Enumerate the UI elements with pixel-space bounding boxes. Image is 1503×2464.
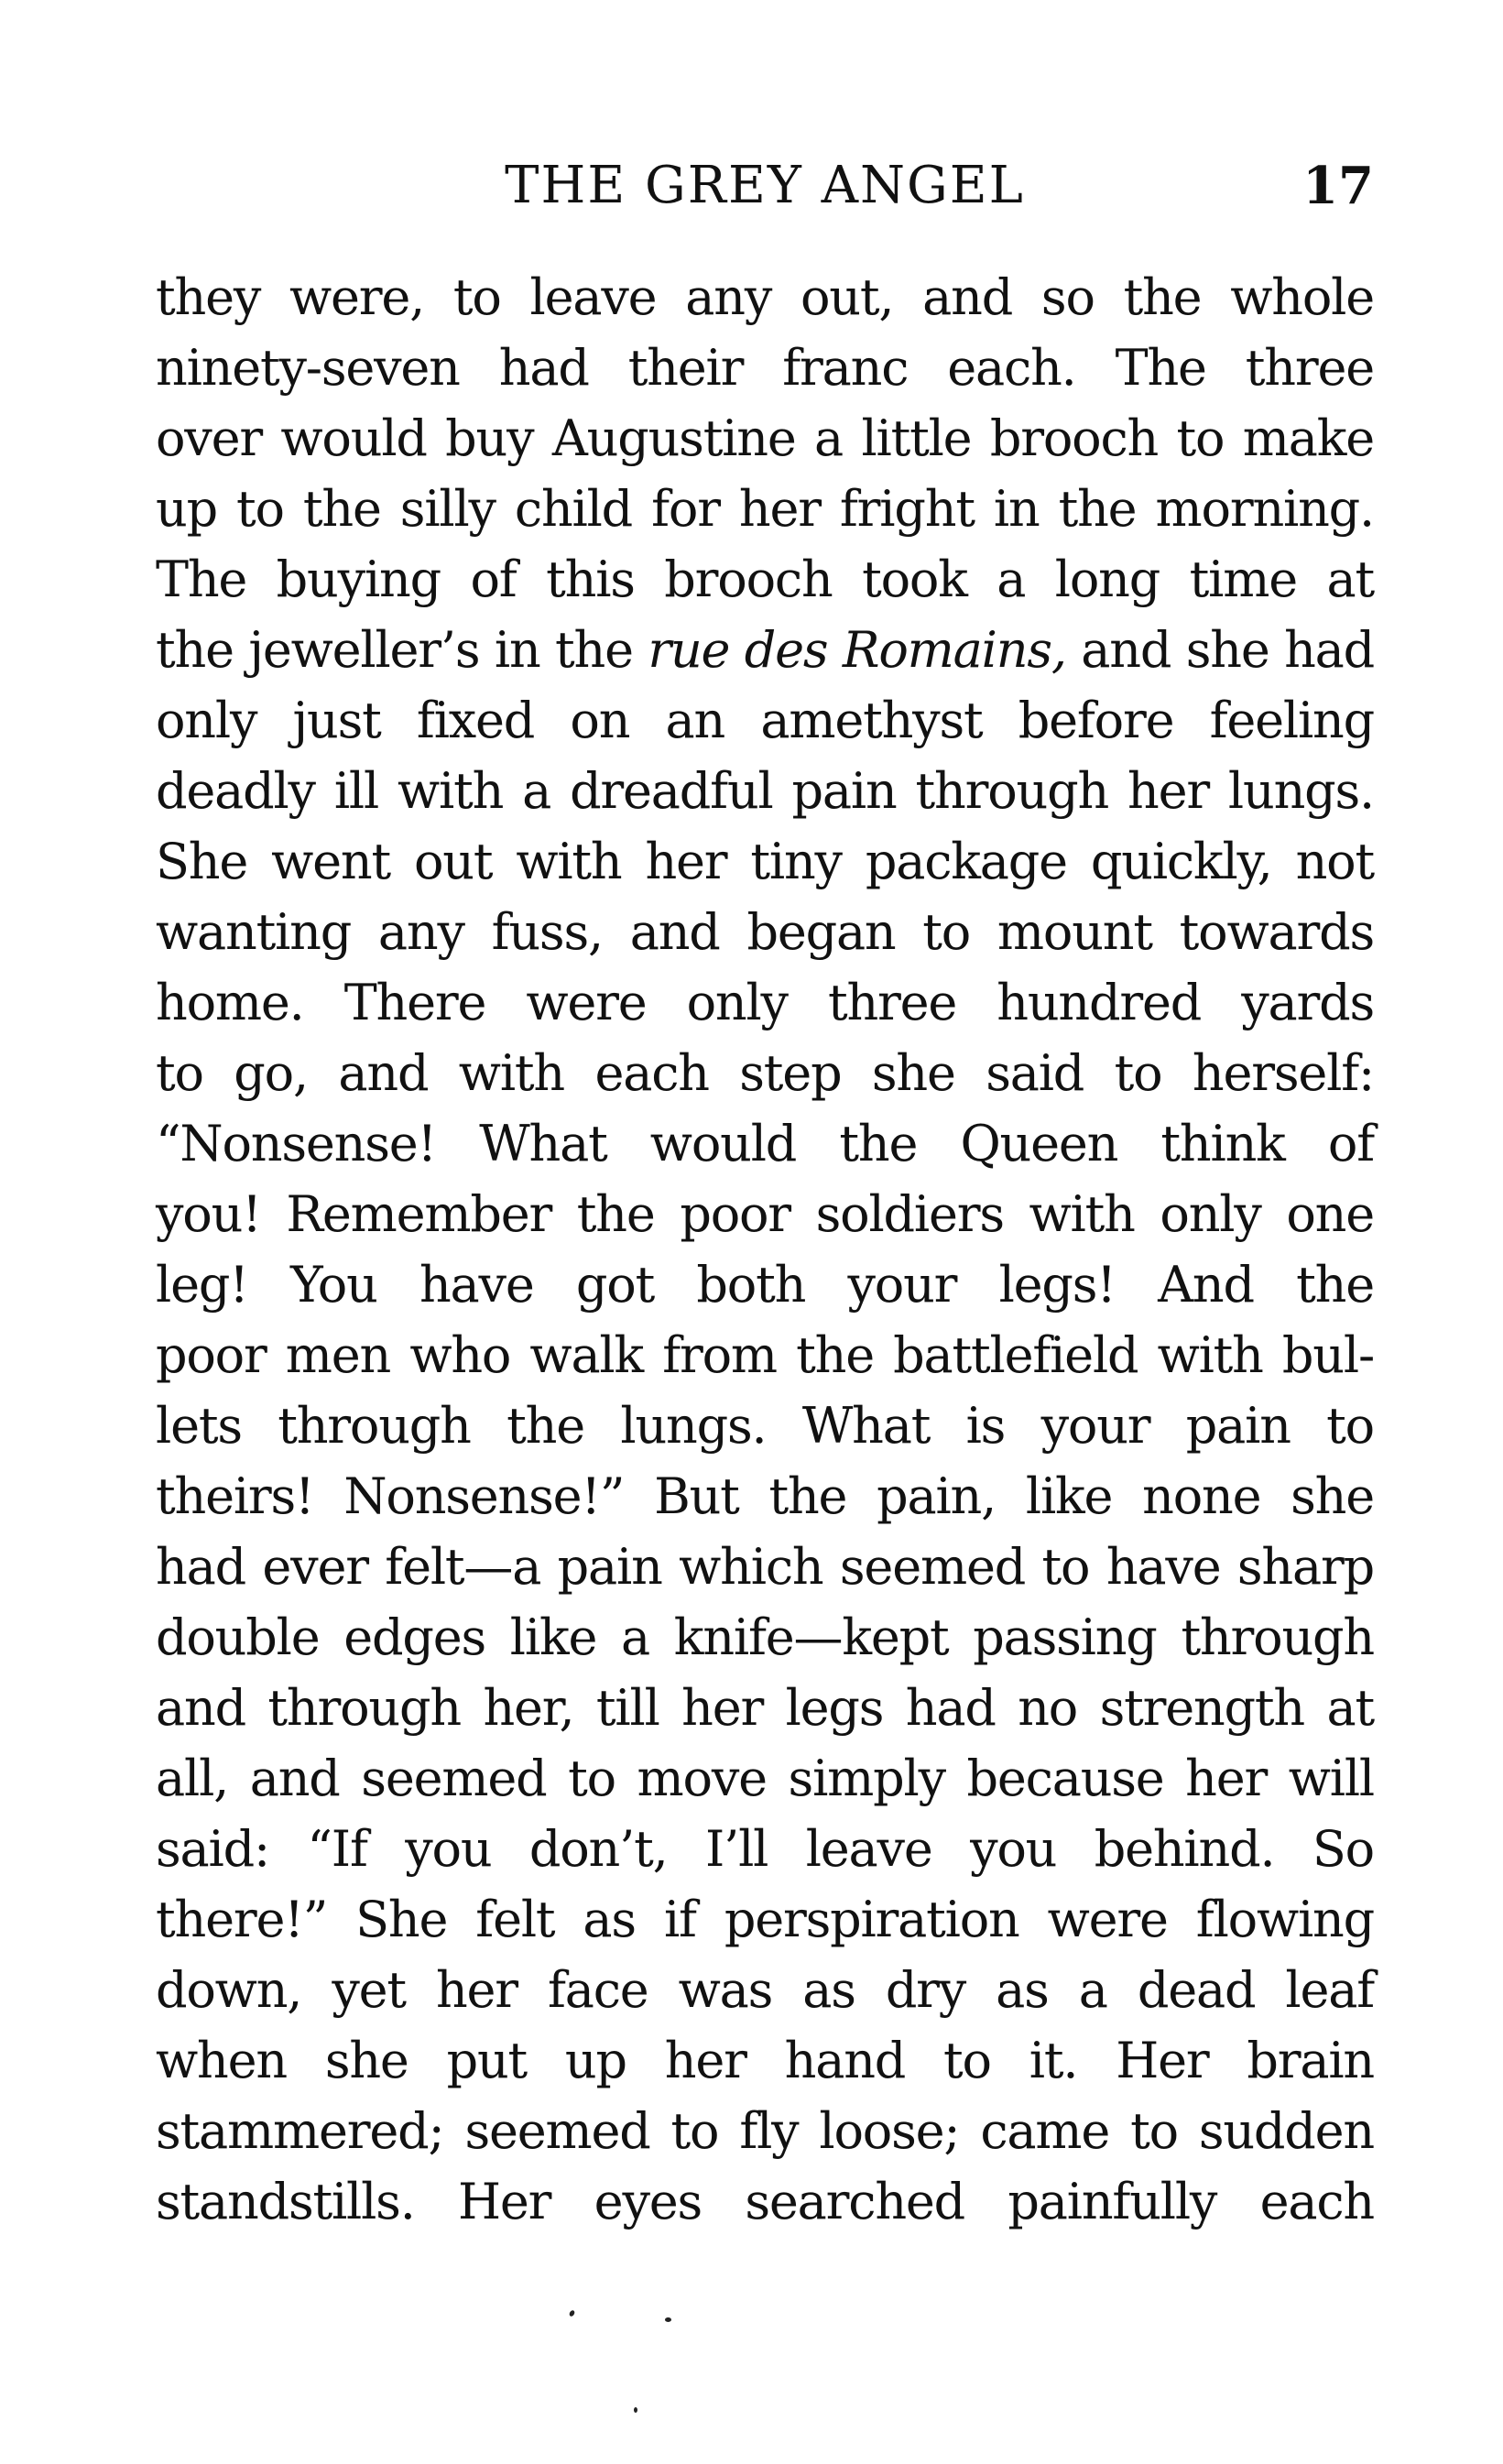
text-line: ninety-seven had their franc each. The three: [156, 339, 1374, 397]
text-line: and through her, till her legs had no strength at: [156, 1679, 1374, 1737]
text-line: double edges like a knife—kept passing through: [156, 1608, 1374, 1666]
body-text: [156, 262, 1374, 2237]
text-line: down, yet her face was as dry as a dead leaf: [156, 1961, 1374, 2019]
text-line: lets through the lungs. What is your pain to: [156, 1397, 1374, 1455]
text-line: stammered; seemed to fly loose; came to sudden: [156, 2102, 1374, 2160]
ink-speck: [634, 2407, 637, 2413]
text-line: theirs! Nonsense!” But the pain, like none she: [156, 1467, 1374, 1525]
ink-speck: [665, 2317, 671, 2322]
text-line: standstills. Her eyes searched painfully each: [156, 2173, 1374, 2230]
text-line: home. There were only three hundred yards: [156, 974, 1374, 1031]
page-number: 17: [1302, 156, 1374, 216]
text-line: The buying of this brooch took a long time at: [156, 551, 1374, 608]
text-line: [156, 615, 1374, 685]
text-line: only just fixed on an amethyst before feeling: [156, 692, 1374, 749]
text-line: over would buy Augustine a little brooch to make: [156, 409, 1374, 467]
running-title: THE GREY ANGEL: [505, 156, 1025, 215]
italic-street-name: rue des Romains,: [648, 621, 1066, 679]
text-line: deadly ill with a dreadful pain through her lungs.: [156, 762, 1374, 820]
text-line: wanting any fuss, and began to mount towards: [156, 903, 1374, 961]
text-line-segment: the jeweller’s in the: [156, 621, 648, 679]
text-line: up to the silly child for her fright in the morning.: [156, 480, 1374, 538]
text-line: to go, and with each step she said to herself:: [156, 1044, 1374, 1102]
text-line: poor men who walk from the battlefield with bul-: [156, 1326, 1374, 1384]
print-specks: [568, 2308, 696, 2418]
text-line: there!” She felt as if perspiration were flowing: [156, 1891, 1374, 1948]
text-line: all, and seemed to move simply because her will: [156, 1750, 1374, 1807]
text-line: when she put up her hand to it. Her brain: [156, 2032, 1374, 2089]
text-line-segment: and she had: [1065, 621, 1375, 679]
running-head: [156, 154, 1374, 218]
text-line: they were, to leave any out, and so the whole: [156, 268, 1374, 326]
text-line: had ever felt—a pain which seemed to have sharp: [156, 1538, 1374, 1596]
ink-speck: [569, 2309, 576, 2317]
text-line: She went out with her tiny package quickly, not: [156, 833, 1374, 890]
text-line: “Nonsense! What would the Queen think of: [156, 1115, 1374, 1172]
text-line: you! Remember the poor soldiers with only one: [156, 1185, 1374, 1243]
text-line: said: “If you don’t, I’ll leave you behind. So: [156, 1820, 1374, 1878]
text-line: leg! You have got both your legs! And the: [156, 1256, 1374, 1314]
